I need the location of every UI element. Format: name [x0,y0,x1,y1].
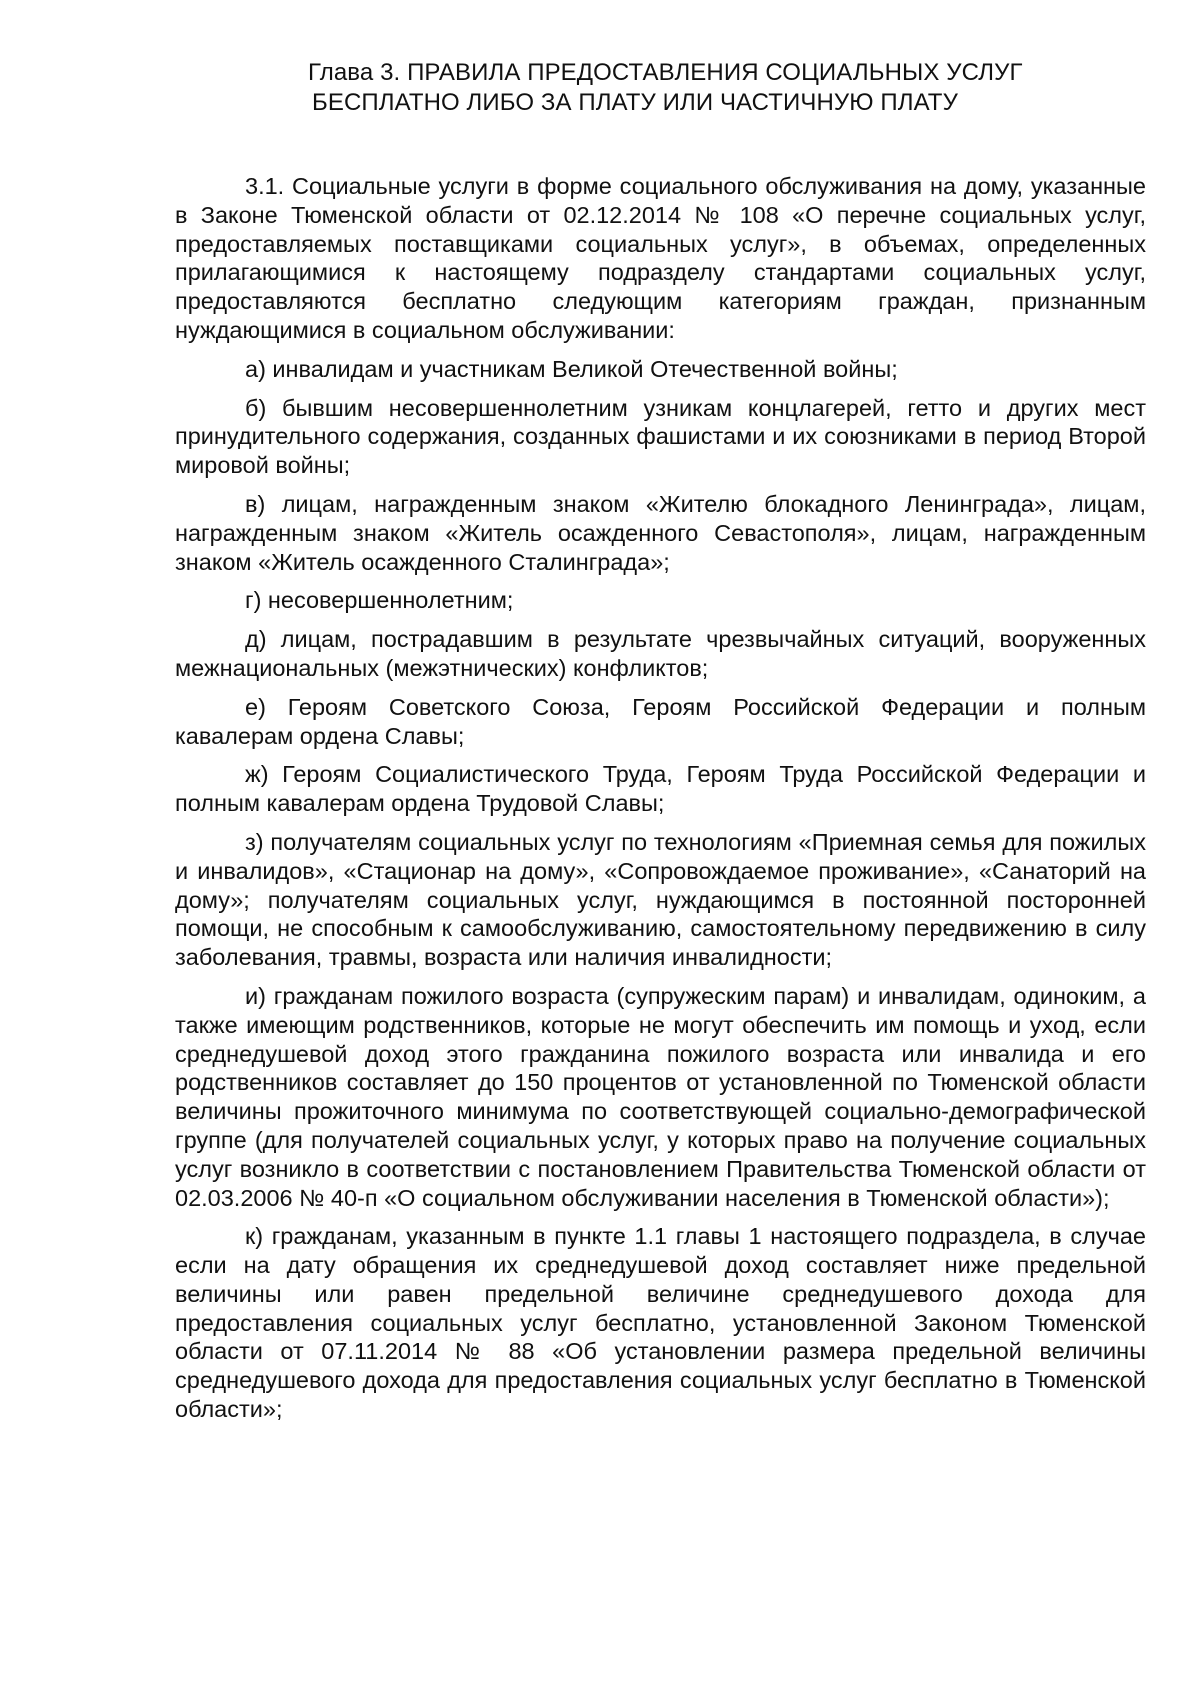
list-item-d: д) лицам, пострадавшим в результате чрезвычайных ситуаций, вооруженных межнациональных (межэтнических) конфликтов; [175,626,1146,681]
list-item-zh: ж) Героям Социалистического Труда, Героям Труда Российской Федерации и полным кавалерам ордена Трудовой Славы; [175,761,1146,817]
list-item-a: а) инвалидам и участникам Великой Отечественной войны; [245,355,898,382]
chapter-title-line-1: Глава 3. ПРАВИЛА ПРЕДОСТАВЛЕНИЯ СОЦИАЛЬНЫХ УСЛУГ [308,59,1023,86]
paragraph-3-1: 3.1. Социальные услуги в форме социального обслуживания на дому, указанные в Законе Тюменской области от 02.12.2014 № 108 «О перечне социальных услуг, предоставляемых поставщиками социальных услуг», в объемах, определенных прилагающимися к настоящему подразделу стандартами социальных услуг, предоставляются бесплатно следующим категориям граждан, признанным нуждающимися в социальном обслуживании: [175,173,1146,343]
document-body [175,172,1146,1434]
list-item-k: к) гражданам, указанным в пункте 1.1 главы 1 настоящего подраздела, в случае если на дату обращения их среднедушевой доход составляет ниже предельной величины или равен предельной величине среднедушевого дохода для предоставления социальных услуг бесплатно, установленной Законом Тюменской области от 07.11.2014 № 88 «Об установлении размера предельной величины среднедушевого дохода для предоставления социальных услуг бесплатно в Тюменской области»; [175,1223,1146,1423]
list-item-v: в) лицам, награжденным знаком «Жителю блокадного Ленинграда», лицам, награжденным знаком «Житель осажденного Севастополя», лицам, награжденным знаком «Житель осажденного Сталинграда»; [175,490,1146,575]
list-item-g: г) несовершеннолетним; [245,587,514,614]
list-item-b: б) бывшим несовершеннолетним узникам концлагерей, гетто и других мест принудительного содержания, созданных фашистами и их союзниками в период Второй мировой войны; [175,394,1146,479]
chapter-title-line-2: БЕСПЛАТНО ЛИБО ЗА ПЛАТУ ИЛИ ЧАСТИЧНУЮ ПЛАТУ [312,89,958,116]
chapter-title [308,58,1108,118]
list-item-e: е) Героям Советского Союза, Героям Российской Федерации и полным кавалерам ордена Славы; [175,693,1146,749]
list-item-i: и) гражданам пожилого возраста (супружеским парам) и инвалидам, одиноким, а также имеющим родственников, которые не могут обеспечить им помощь и уход, если среднедушевой доход этого гражданина пожилого возраста или инвалида и его родственников составляет до 150 процентов от установленной по Тюменской области величины прожиточного минимума по соответствующей социально-демографической группе (для получателей социальных услуг, у которых право на получение социальных услуг возникло в соответствии с постановлением Правительства Тюменской области от 02.03.2006 № 40-п «О социальном обслуживании населения в Тюменской области»); [175,982,1146,1211]
list-item-z: з) получателям социальных услуг по технологиям «Приемная семья для пожилых и инвалидов», «Стационар на дому», «Сопровождаемое проживание», «Санаторий на дому»; получателям социальных услуг, нуждающимся в постоянной посторонней помощи, не способным к самообслуживанию, самостоятельному передвижению в силу заболевания, травмы, возраста или наличия инвалидности; [175,828,1146,971]
